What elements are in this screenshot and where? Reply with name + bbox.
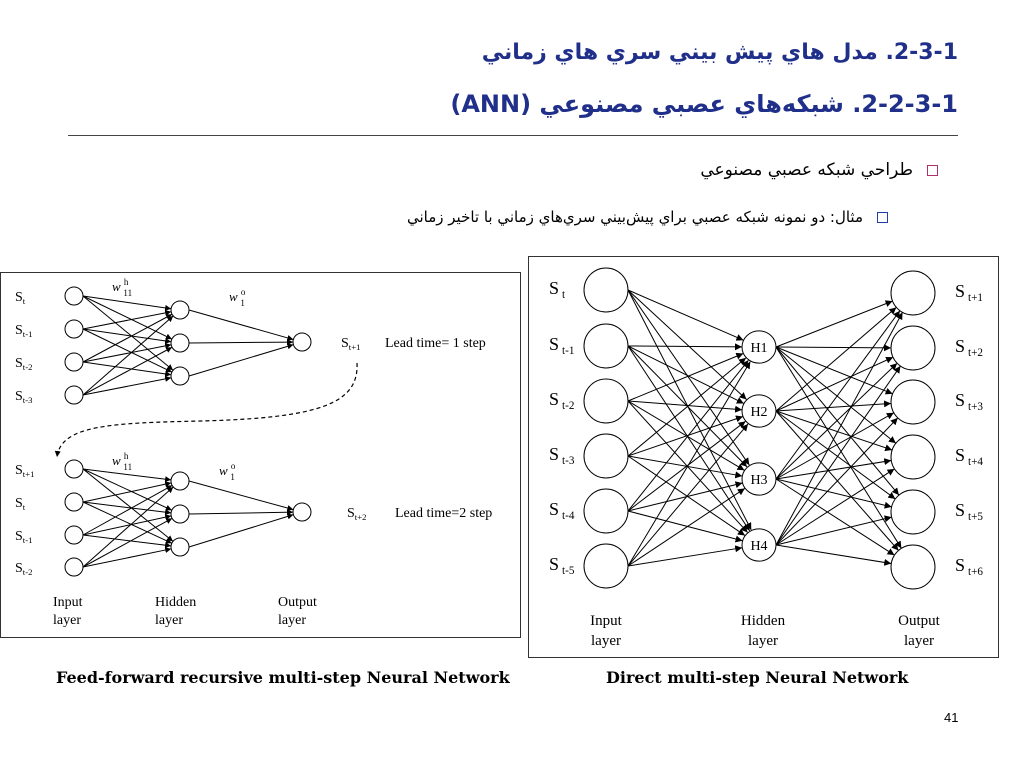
hidden-node: [171, 367, 189, 385]
hidden-node: [171, 334, 189, 352]
direct-network-caption: Direct multi-step Neural Network: [606, 668, 909, 687]
connection-line: [776, 545, 891, 564]
connection-line: [776, 418, 898, 545]
hidden-node-label: H3: [750, 473, 768, 488]
square-bullet-icon: [927, 165, 938, 176]
output-weight-label: w $^o$ 1: [229, 287, 246, 308]
connection-line: [189, 515, 293, 547]
heading-divider: [68, 135, 958, 136]
page-number: 41: [944, 710, 959, 725]
input-node: [65, 386, 83, 404]
output-label: S $_{t+2}$: [955, 336, 983, 359]
layer-label: layer: [278, 613, 306, 628]
layer-label: Output: [278, 595, 317, 610]
connection-line: [83, 316, 173, 395]
output-label: $S_{t+2}$: [347, 506, 367, 523]
hidden-node-label: H1: [750, 341, 768, 356]
direct-network-diagram: [529, 257, 998, 657]
lead-time-label: Lead time=2 step: [395, 506, 493, 521]
bullet-text: مثال: دو نمونه شبکه عصبي براي پيش‌بيني سري‌هاي زماني با تاخير زماني: [406, 208, 863, 226]
input-node: [65, 287, 83, 305]
recursive-network-diagram: [1, 273, 520, 637]
layer-label: layer: [155, 613, 183, 628]
connection-line: [189, 310, 293, 340]
layer-label: layer: [53, 613, 81, 628]
input-label: S $_{t-5}$: [549, 554, 575, 577]
input-node: [65, 558, 83, 576]
recursive-network-caption: Feed-forward recursive multi-step Neural Network: [56, 668, 510, 687]
connection-line: [776, 347, 899, 495]
output-weight-label: w $^o$ 1: [219, 461, 236, 482]
bullet-text: طراحي شبکه عصبي مصنوعي: [700, 160, 913, 180]
output-label: S $_{t+6}$: [955, 555, 983, 578]
connection-line: [776, 366, 900, 545]
input-label: $S_{t+1}$: [15, 463, 35, 480]
connection-line: [628, 353, 743, 401]
connection-line: [628, 511, 743, 541]
layer-label: Input: [590, 613, 622, 629]
output-node: [891, 380, 935, 424]
layer-label: layer: [591, 633, 621, 649]
connection-line: [776, 517, 892, 545]
connection-line: [189, 481, 293, 510]
output-label: S $_{t+4}$: [955, 445, 983, 468]
connection-line: [628, 346, 742, 347]
subsection-heading: 2-2-3-1. شبکه‌هاي عصبي مصنوعي (ANN): [450, 90, 958, 118]
output-label: S $_{t+3}$: [955, 390, 983, 413]
section-heading: 2-3-1. مدل هاي پيش بيني سري هاي زماني: [481, 40, 958, 65]
connection-line: [628, 548, 742, 566]
bullet-item-example: [407, 208, 888, 226]
output-node: [891, 490, 935, 534]
output-node: [891, 271, 935, 315]
layer-label: Hidden: [155, 595, 197, 610]
input-label: $S_{t-1}$: [15, 323, 33, 340]
hidden-weight-label: w $^h$ 11: [112, 451, 133, 472]
input-node: [584, 268, 628, 312]
connection-line: [628, 290, 747, 399]
connection-line: [628, 483, 742, 511]
connection-line: [83, 469, 173, 541]
hidden-node: [171, 538, 189, 556]
input-node: [65, 526, 83, 544]
output-label: S $_{t+5}$: [955, 500, 983, 523]
input-label: $S_t$: [15, 290, 26, 307]
layer-label: Input: [53, 595, 83, 610]
input-label: $S_{t-3}$: [15, 389, 33, 406]
input-label: $S_t$: [15, 496, 26, 513]
connection-line: [83, 378, 171, 395]
input-label: S $_{t-2}$: [549, 389, 575, 412]
output-node: [891, 326, 935, 370]
layer-label: Output: [898, 613, 940, 629]
input-node: [584, 544, 628, 588]
connection-line: [83, 312, 171, 329]
layer-label: layer: [748, 633, 778, 649]
hidden-node-label: H2: [750, 405, 768, 420]
recursive-feedback-arrow: [57, 363, 357, 457]
hidden-node: [171, 301, 189, 319]
input-label: $S_{t-1}$: [15, 529, 33, 546]
input-node: [65, 353, 83, 371]
output-node: [891, 545, 935, 589]
input-node: [584, 434, 628, 478]
input-label: $S_{t-2}$: [15, 561, 33, 578]
connection-line: [776, 347, 893, 394]
connection-line: [189, 512, 293, 514]
connection-line: [628, 362, 750, 566]
connection-line: [189, 345, 293, 376]
input-label: $S_{t-2}$: [15, 356, 33, 373]
connection-line: [776, 479, 894, 555]
output-label: $S_{t+1}$: [341, 336, 361, 353]
hidden-node-label: H4: [750, 539, 768, 554]
connection-line: [83, 362, 171, 375]
layer-label: layer: [904, 633, 934, 649]
output-node: [891, 435, 935, 479]
connection-line: [628, 424, 748, 566]
input-label: S $_{t-1}$: [549, 334, 575, 357]
square-bullet-icon: [877, 212, 888, 223]
connection-line: [83, 483, 171, 502]
input-label: S $_{t-3}$: [549, 444, 575, 467]
output-node: [293, 333, 311, 351]
input-label: S $_t$: [549, 278, 566, 301]
input-node: [65, 460, 83, 478]
connection-line: [628, 488, 745, 566]
input-node: [65, 493, 83, 511]
output-node: [293, 503, 311, 521]
connection-line: [83, 345, 171, 362]
lead-time-label: Lead time= 1 step: [385, 336, 486, 351]
hidden-weight-label: w $^h$ 11: [112, 277, 133, 298]
input-node: [65, 320, 83, 338]
input-label: S $_{t-4}$: [549, 499, 575, 522]
output-label: S $_{t+1}$: [955, 281, 983, 304]
hidden-node: [171, 505, 189, 523]
hidden-node: [171, 472, 189, 490]
connection-line: [776, 301, 893, 347]
recursive-network-figure: [0, 272, 521, 638]
connection-line: [628, 290, 751, 530]
connection-line: [83, 516, 171, 535]
direct-network-figure: [528, 256, 999, 658]
input-node: [584, 489, 628, 533]
bullet-item-design: [700, 160, 938, 180]
connection-line: [189, 342, 293, 343]
input-node: [584, 379, 628, 423]
layer-label: Hidden: [740, 613, 786, 629]
input-node: [584, 324, 628, 368]
connection-line: [83, 549, 171, 567]
connection-line: [776, 469, 894, 545]
